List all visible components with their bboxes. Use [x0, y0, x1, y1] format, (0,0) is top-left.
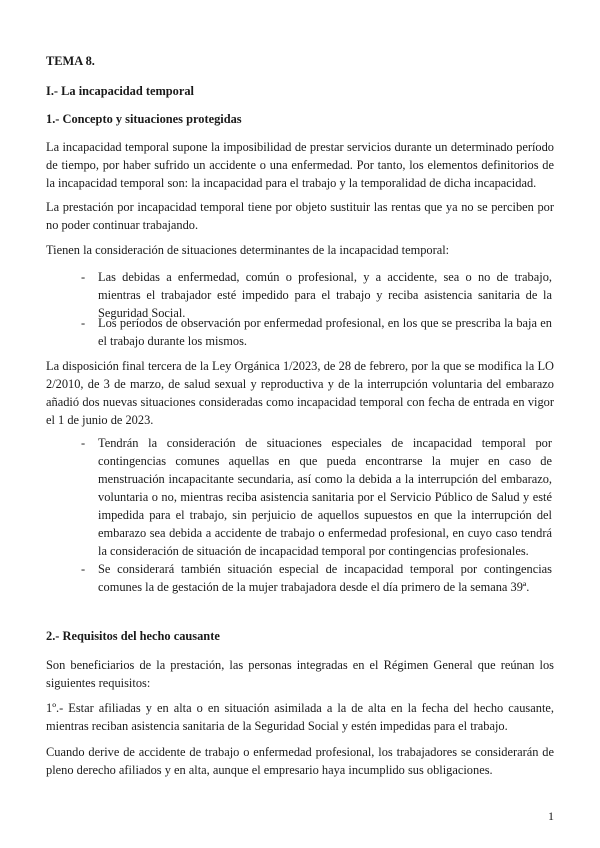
list-marker: - — [81, 436, 86, 450]
section-heading-incapacidad-temporal: I.- La incapacidad temporal — [46, 84, 195, 98]
paragraph-situaciones-determinantes: Tienen la consideración de situaciones determinantes de la incapacidad temporal: — [46, 243, 450, 257]
paragraph-accidente-trabajo: Cuando derive de accidente de trabajo o enfermedad profesional, los trabajadores se considerarán de pleno derecho afiliados y en alta, aunque el empresario haya incumplido sus obligaciones. — [46, 745, 554, 777]
paragraph-concepto: La incapacidad temporal supone la imposibilidad de prestar servicios durante un determinado período de tiempo, por haber sufrido un accidente o una enfermedad. Por tanto, los elementos definitorios de la incapacidad temporal son: la incapacidad para el trabajo y la temporalidad de dicha incapacidad. — [46, 140, 554, 190]
paragraph-requisito-afiliacion: 1º.- Estar afiliadas y en alta o en situación asimilada a la de alta en la fecha del hecho causante, mientras reciban asistencia sanitaria de la Seguridad Social y estén impedidas para el trabajo. — [46, 701, 554, 733]
page-number: 1 — [548, 809, 554, 823]
subsection-heading-concepto: 1.- Concepto y situaciones protegidas — [46, 112, 242, 126]
paragraph-objeto-prestacion: La prestación por incapacidad temporal tiene por objeto sustituir las rentas que ya no se perciben por no poder continuar trabajando. — [46, 200, 554, 232]
list-marker: - — [81, 316, 86, 330]
document-title: TEMA 8. — [46, 54, 95, 68]
list-marker: - — [81, 562, 86, 576]
list-item-periodos-observacion: Los períodos de observación por enfermedad profesional, en los que se prescriba la baja en el trabajo durante los mismos. — [98, 316, 552, 348]
list-item-situaciones-especiales: Tendrán la consideración de situaciones especiales de incapacidad temporal por contingencias comunes aquellas en que pueda encontrarse la mujer en caso de menstruación incapacitante secundaria, así como la debida a la interrupción del embarazo, voluntaria o no, mientras reciba asistencia sanitaria por el Servicio Público de Salud y esté impedida para el trabajo, sin perjuicio de aquellos supuestos en que la interrupción del embarazo sea debida a accidente de trabajo o enfermedad profesional, en cuyo caso tendrá la consideración de situación de incapacidad temporal por contingencias profesionales. — [98, 436, 552, 558]
paragraph-beneficiarios: Son beneficiarios de la prestación, las personas integradas en el Régimen General que reúnan los siguientes requisitos: — [46, 658, 554, 690]
list-item-gestacion: Se considerará también situación especial de incapacidad temporal por contingencias comunes la de gestación de la mujer trabajadora desde el día primero de la semana 39ª. — [98, 562, 552, 594]
paragraph-ley-organica: La disposición final tercera de la Ley Orgánica 1/2023, de 28 de febrero, por la que se modifica la LO 2/2010, de 3 de marzo, de salud sexual y reproductiva y de la interrupción voluntaria del embarazo añadió dos nuevas situaciones consideradas como incapacidad temporal con fecha de entrada en vigor el 1 de junio de 2023. — [46, 359, 554, 427]
subsection-heading-requisitos: 2.- Requisitos del hecho causante — [46, 629, 220, 643]
list-marker: - — [81, 270, 86, 284]
list-item-enfermedad-accidente: Las debidas a enfermedad, común o profesional, y a accidente, sea o no de trabajo, mientras el trabajador esté impedido para el trabajo y reciba asistencia sanitaria de la Seguridad Social. — [98, 270, 552, 320]
